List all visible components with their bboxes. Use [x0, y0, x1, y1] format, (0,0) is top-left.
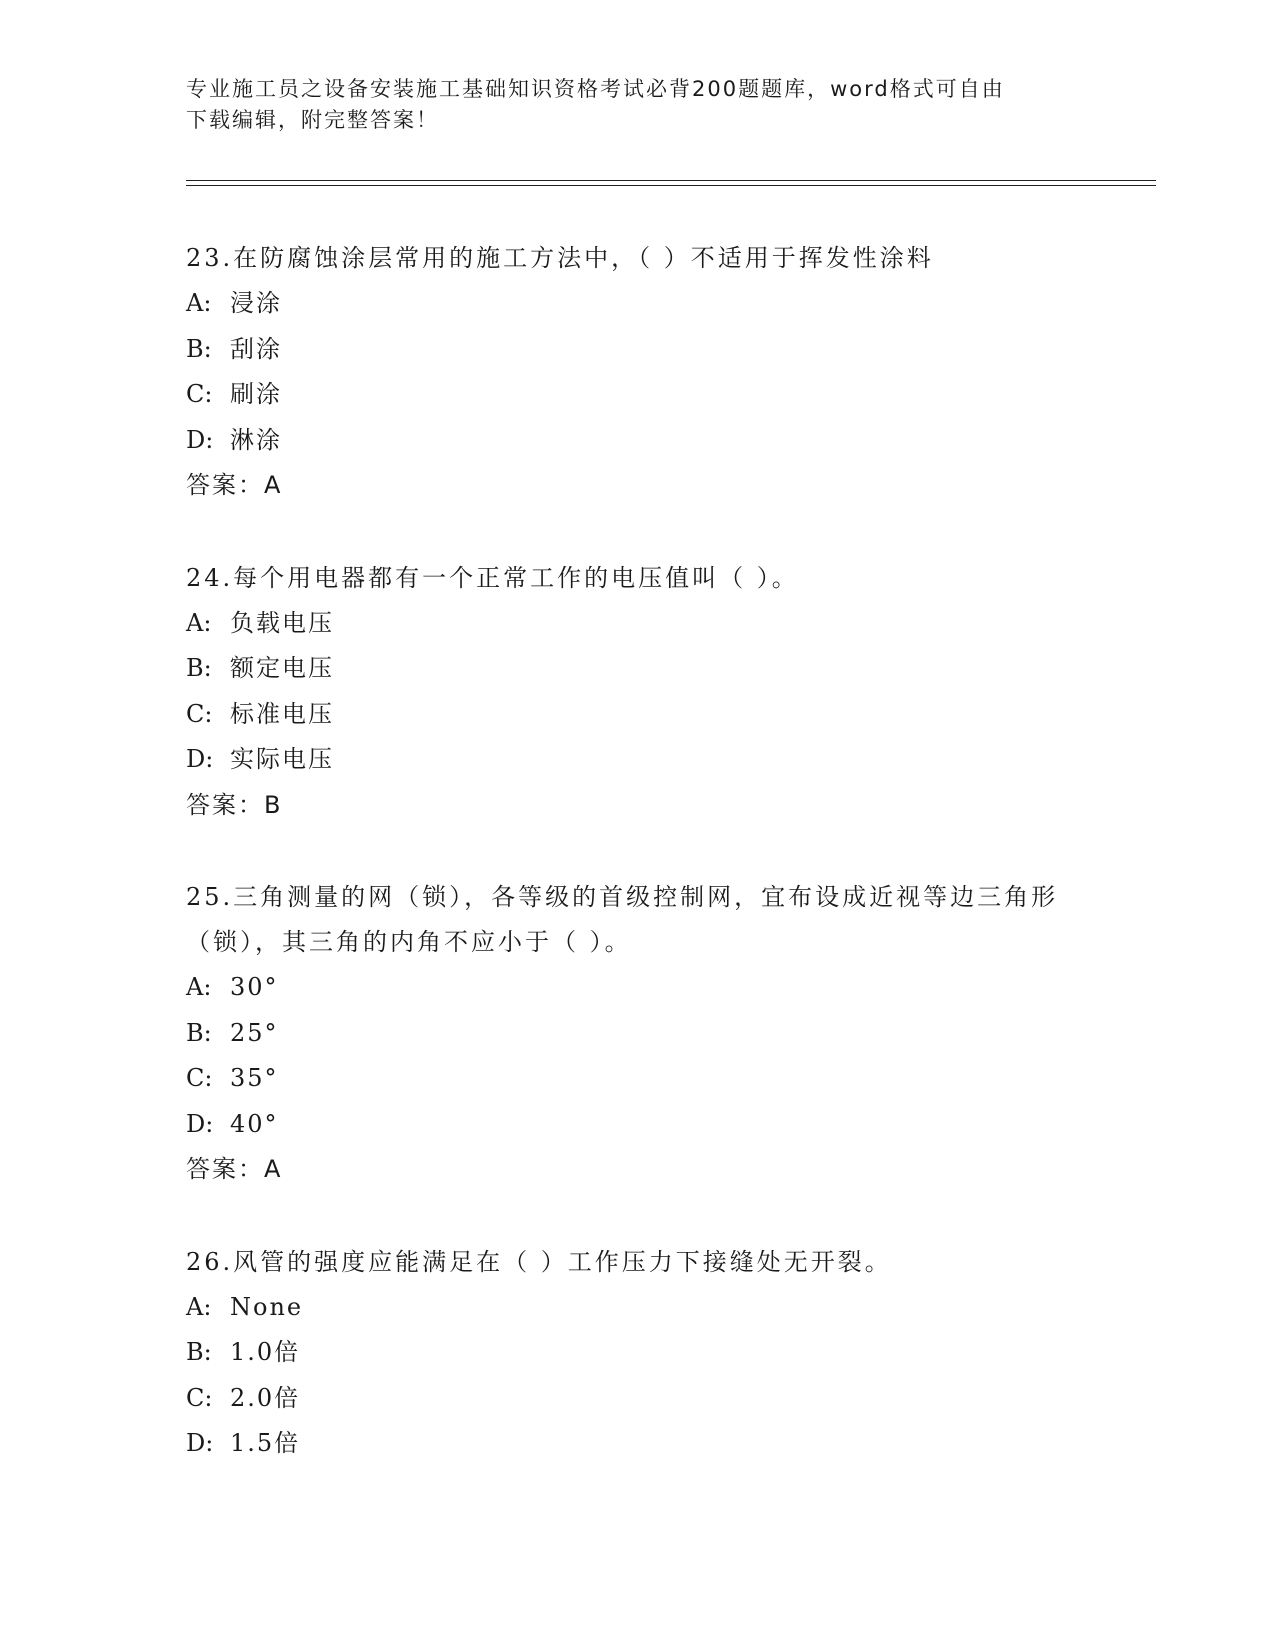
option-d — [186, 737, 1086, 783]
question-stem: 三角测量的网（锁），各等级的首级控制网，宜布设成近视等边三角形（锁），其三角的内角不应小于（ ）。 — [186, 883, 1059, 956]
question-stem: 每个用电器都有一个正常工作的电压值叫（ ）。 — [233, 563, 799, 592]
option-a — [186, 965, 1086, 1011]
option-letter: B: — [186, 654, 212, 682]
option-letter: D: — [186, 1109, 214, 1138]
question-text — [186, 236, 1086, 281]
option-b — [186, 1011, 1086, 1057]
question-list — [186, 236, 1086, 1514]
option-a — [186, 281, 1086, 327]
answer-line: 答案：B — [186, 790, 283, 819]
question-stem: 风管的强度应能满足在（ ）工作压力下接缝处无开裂。 — [233, 1247, 892, 1276]
option-text: 负载电压 — [230, 608, 334, 637]
question-24 — [186, 556, 1086, 829]
option-letter: C: — [186, 1383, 213, 1412]
header-title-line-1: 专业施工员之设备安装施工基础知识资格考试必背200题题库，word格式可自由 — [186, 77, 1005, 101]
question-stem: 在防腐蚀涂层常用的施工方法中，（ ）不适用于挥发性涂料 — [233, 244, 934, 272]
option-c — [186, 1056, 1086, 1102]
option-letter: C: — [186, 380, 213, 408]
header-title-line-2: 下载编辑，附完整答案！ — [186, 108, 439, 132]
option-letter: B: — [186, 1338, 212, 1366]
question-text — [186, 1240, 1086, 1285]
option-a — [186, 601, 1086, 647]
option-text: 30° — [230, 973, 279, 1001]
option-text: 25° — [230, 1018, 279, 1047]
option-text: 刷涂 — [230, 380, 282, 408]
option-text: 浸涂 — [230, 289, 282, 317]
option-text: 1.0倍 — [230, 1338, 301, 1366]
answer-line: 答案：A — [186, 1155, 283, 1183]
answer-line: 答案：A — [186, 471, 283, 499]
option-letter: D: — [186, 745, 214, 773]
option-c — [186, 692, 1086, 738]
option-text: 35° — [230, 1064, 279, 1092]
question-number: 25. — [186, 883, 234, 911]
option-b — [186, 327, 1086, 373]
option-letter: B: — [186, 334, 212, 363]
question-number: 23. — [186, 244, 234, 272]
option-letter: A: — [186, 973, 212, 1001]
option-text: 刮涂 — [230, 334, 282, 363]
option-letter: B: — [186, 1018, 212, 1047]
document-header — [186, 74, 1086, 136]
question-25 — [186, 875, 1086, 1193]
option-text: 1.5倍 — [230, 1429, 301, 1457]
option-letter: A: — [186, 289, 212, 317]
question-number: 26. — [186, 1247, 234, 1276]
question-23 — [186, 236, 1086, 509]
option-d — [186, 1421, 1086, 1467]
option-text: 2.0倍 — [230, 1383, 301, 1412]
option-text: 淋涂 — [230, 425, 282, 454]
option-letter: A: — [186, 1292, 212, 1321]
option-letter: D: — [186, 1429, 214, 1457]
option-c — [186, 1376, 1086, 1422]
option-d — [186, 1102, 1086, 1148]
header-divider — [186, 180, 1156, 186]
option-text: 实际电压 — [230, 745, 334, 773]
option-letter: A: — [186, 608, 212, 637]
option-text: None — [230, 1292, 304, 1321]
option-letter: C: — [186, 1064, 213, 1092]
question-text — [186, 556, 1086, 601]
option-text: 40° — [230, 1109, 279, 1138]
question-26 — [186, 1240, 1086, 1467]
option-b — [186, 1330, 1086, 1376]
option-text: 额定电压 — [230, 654, 334, 682]
option-letter: C: — [186, 699, 213, 728]
option-b — [186, 646, 1086, 692]
question-number: 24. — [186, 563, 234, 592]
option-d — [186, 418, 1086, 464]
option-text: 标准电压 — [230, 699, 334, 728]
option-c — [186, 372, 1086, 418]
option-letter: D: — [186, 425, 214, 454]
option-a — [186, 1285, 1086, 1331]
question-text — [186, 875, 1086, 965]
